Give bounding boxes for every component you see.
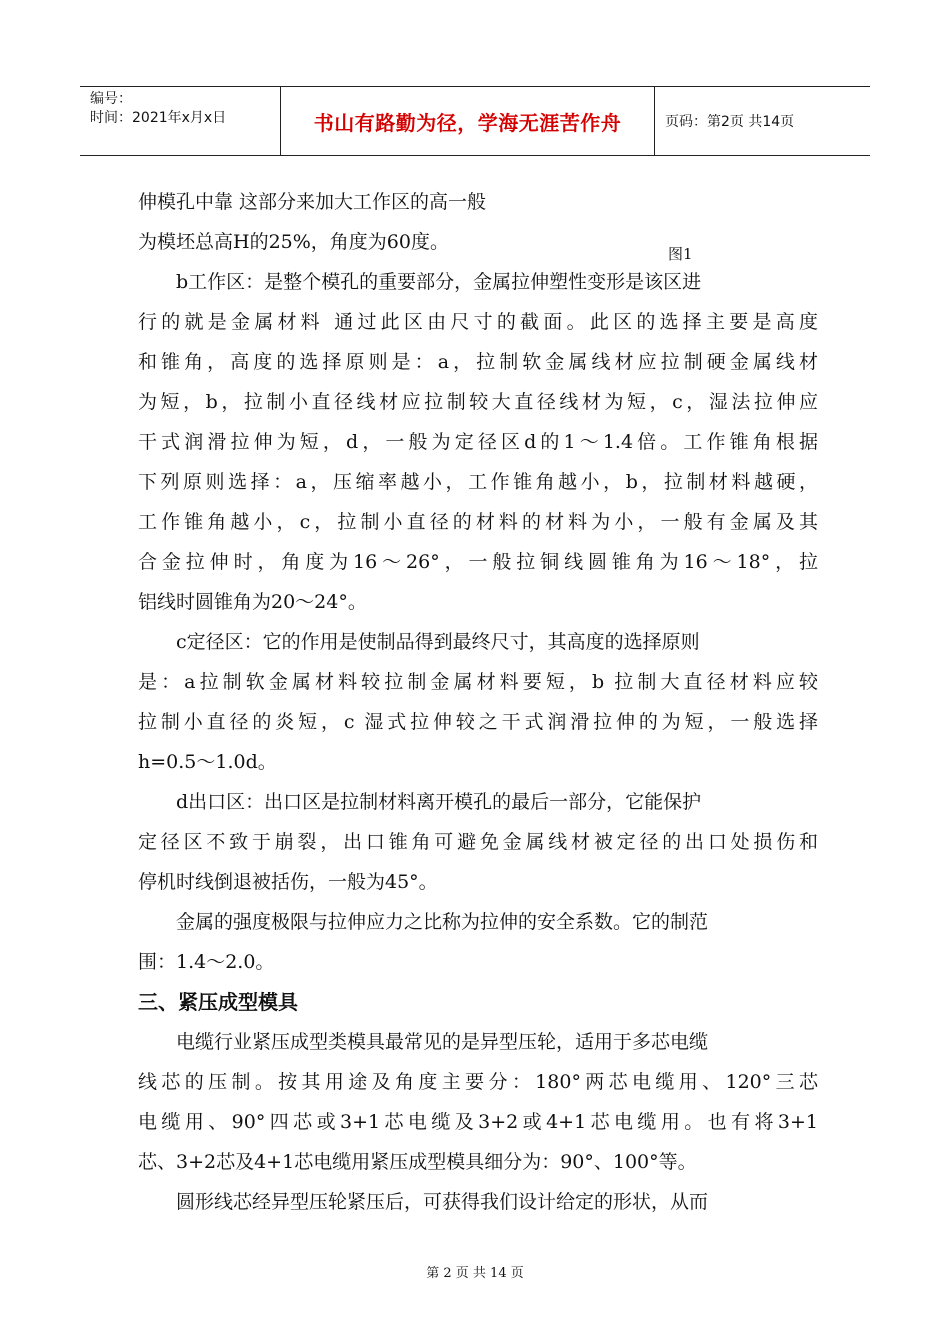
text-line: 电缆用、90°四芯或3+1芯电缆及3+2或4+1芯电缆用。也有将3+1 — [138, 1111, 818, 1133]
text-line: 拉制小直径的炎短，c 湿式拉伸较之干式润滑拉伸的为短，一般选择 — [138, 711, 818, 733]
text-line: 芯、3+2芯及4+1芯电缆用紧压成型模具细分为：90°、100°等。 — [138, 1151, 697, 1173]
page-footer: 第 2 页 共 14 页 — [426, 1266, 524, 1281]
date-label: 时间：2021年x月x日 — [90, 110, 227, 126]
body-text — [138, 182, 818, 1222]
text-line: c定径区：它的作用是使制品得到最终尺寸，其高度的选择原则 — [176, 631, 700, 653]
header-motto-cell — [281, 87, 655, 155]
text-line: 伸模孔中靠 这部分来加大工作区的高一般 — [138, 191, 487, 213]
text-line: h=0.5～1.0d。 — [138, 751, 277, 773]
text-line: 停机时线倒退被括伤，一般为45°。 — [138, 871, 438, 893]
text-line: 是：a拉制软金属材料较拉制金属材料要短，b 拉制大直径材料应较 — [138, 671, 818, 693]
text-line: 铝线时圆锥角为20～24°。 — [138, 591, 367, 613]
header-info-cell — [80, 87, 281, 155]
text-line: 围：1.4～2.0。 — [138, 951, 275, 973]
header-page-cell — [655, 87, 870, 155]
text-line: 工作锥角越小，c，拉制小直径的材料的材料为小，一般有金属及其 — [138, 511, 818, 533]
text-line: b工作区：是整个模孔的重要部分，金属拉伸塑性变形是该区进 — [176, 271, 702, 293]
text-line: 和锥角，高度的选择原则是：a，拉制软金属线材应拉制硬金属线材 — [138, 351, 818, 373]
text-line: 电缆行业紧压成型类模具最常见的是异型压轮，适用于多芯电缆 — [176, 1031, 709, 1053]
text-line: 为模坯总高H的25%，角度为60度。 — [138, 231, 449, 253]
text-line: 下列原则选择：a，压缩率越小，工作锥角越小，b，拉制材料越硬， — [138, 471, 818, 493]
text-line: 合金拉伸时，角度为16～26°，一般拉铜线圆锥角为16～18°，拉 — [138, 551, 818, 573]
page-header — [80, 86, 870, 156]
figure-label: 图1 — [668, 245, 693, 263]
text-line: d出口区：出口区是拉制材料离开模孔的最后一部分，它能保护 — [176, 791, 702, 813]
text-line: 定径区不致于崩裂，出口锥角可避免金属线材被定径的出口处损伤和 — [138, 831, 818, 853]
serial-number-label: 编号： — [90, 91, 132, 107]
text-line: 干式润滑拉伸为短，d，一般为定径区d的1～1.4倍。工作锥角根据 — [138, 431, 818, 453]
page-number-label: 页码：第2页 共14页 — [665, 114, 795, 130]
text-line: 圆形线芯经异型压轮紧压后，可获得我们设计给定的形状，从而 — [176, 1191, 709, 1213]
header-motto: 书山有路勤为径，学海无涯苦作舟 — [313, 110, 622, 135]
text-line: 线芯的压制。按其用途及角度主要分：180°两芯电缆用、120°三芯 — [138, 1071, 818, 1093]
text-line: 行的就是金属材料 通过此区由尺寸的截面。此区的选择主要是高度 — [138, 311, 818, 333]
text-line: 为短，b，拉制小直径线材应拉制较大直径线材为短，c，湿法拉伸应 — [138, 391, 818, 413]
text-line: 金属的强度极限与拉伸应力之比称为拉伸的安全系数。它的制范 — [176, 911, 709, 933]
section-heading: 三、紧压成型模具 — [138, 990, 298, 1014]
